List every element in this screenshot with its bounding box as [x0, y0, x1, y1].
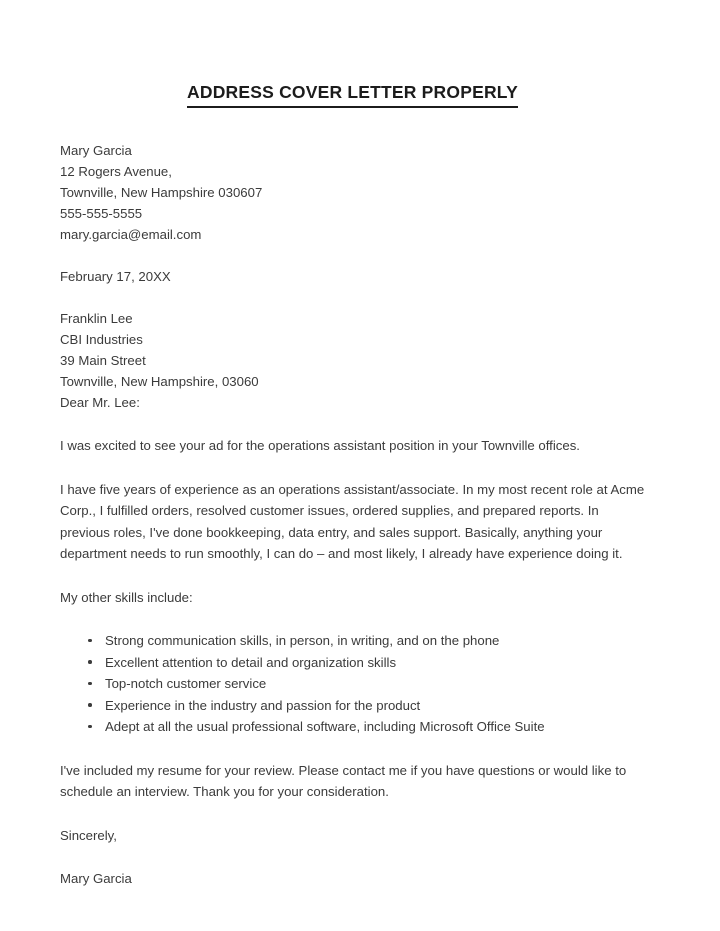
list-item: [60, 630, 648, 652]
spacer: [60, 565, 648, 587]
skills-list: [60, 630, 648, 738]
list-item: [60, 652, 648, 674]
recipient-name: Franklin Lee: [60, 311, 133, 326]
page-title-text: ADDRESS COVER LETTER PROPERLY: [187, 82, 518, 108]
list-item: [60, 673, 648, 695]
letter-date-text: February 17, 20XX: [60, 269, 171, 284]
skills-intro: My other skills include:: [60, 589, 193, 605]
list-item-label: Top-notch customer service: [105, 676, 267, 691]
paragraph-opening: I was excited to see your ad for the operations assistant position in your Townville offices.: [60, 438, 580, 453]
bullet-icon: [88, 725, 92, 729]
letter-body: [60, 140, 648, 890]
recipient-street: 39 Main Street: [60, 353, 146, 368]
signoff: Sincerely,: [60, 827, 117, 843]
spacer: [60, 457, 648, 479]
list-item-label: Adept at all the usual professional software, including Microsoft Office Suite: [105, 719, 545, 734]
recipient-company: CBI Industries: [60, 332, 143, 347]
page-title: [60, 82, 645, 108]
spacer: [60, 738, 648, 760]
signature-name: Mary Garcia: [60, 871, 132, 886]
salutation: Dear Mr. Lee:: [60, 395, 140, 410]
bullet-icon: [88, 660, 92, 664]
sender-name: Mary Garcia: [60, 143, 132, 158]
paragraph-experience: I have five years of experience as an operations assistant/associate. In my most recent role at Acme Corp., I fulfilled orders, resolved customer issues, ordered supplies, and prepared reports. In previous roles, I've done bookkeeping, data entry, and sales support. Basically, anything your department needs to run smoothly, I can do – and most likely, I already have experience doing it.: [60, 481, 645, 561]
bullet-icon: [88, 639, 92, 643]
list-item-label: Excellent attention to detail and organization skills: [105, 654, 397, 670]
letter-date: [60, 266, 648, 287]
recipient-address-block: [60, 308, 648, 413]
spacer: [60, 846, 648, 868]
sender-address-block: [60, 140, 648, 245]
spacer: [60, 245, 648, 266]
spacer: [60, 413, 648, 435]
spacer: [60, 803, 648, 825]
recipient-city-state-zip: Townville, New Hampshire, 03060: [60, 374, 259, 389]
sender-city-state-zip: Townville, New Hampshire 030607: [60, 185, 263, 200]
bullet-icon: [88, 703, 92, 707]
spacer: [60, 287, 648, 308]
list-item: [60, 695, 648, 717]
list-item: [60, 716, 648, 738]
list-item-label: Experience in the industry and passion for the product: [105, 697, 421, 713]
sender-email: mary.garcia@email.com: [60, 227, 202, 242]
spacer: [60, 608, 648, 630]
sender-phone: 555-555-5555: [60, 206, 143, 221]
bullet-icon: [88, 682, 92, 686]
sender-street: 12 Rogers Avenue,: [60, 164, 172, 179]
list-item-label: Strong communication skills, in person, in writing, and on the phone: [105, 633, 500, 648]
paragraph-closing: I've included my resume for your review. Please contact me if you have questions or would like to schedule an interview. Thank you for your consideration.: [60, 762, 627, 799]
